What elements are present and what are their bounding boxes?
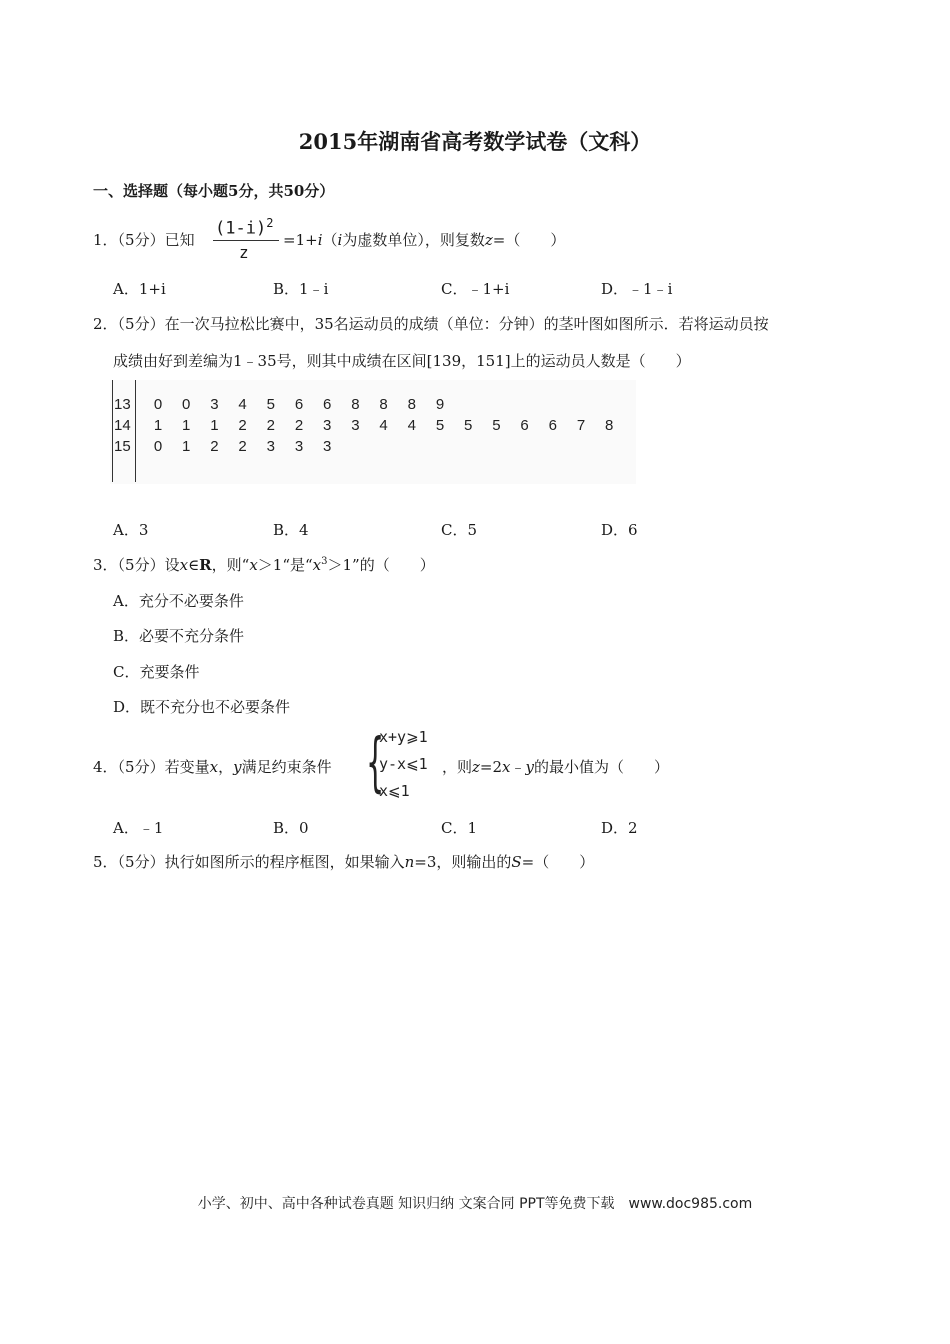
q1-option-c: C．﹣1+i xyxy=(441,280,510,298)
q2-option-c: C．5 xyxy=(441,521,478,539)
left-brace: { xyxy=(366,726,385,800)
leaf-value: 3 xyxy=(266,438,275,455)
leaf-value: 3 xyxy=(294,438,304,455)
question-2-line-2: 成绩由好到差编为1﹣35号，则其中成绩在区间[139，151]上的运动员人数是（ ） xyxy=(113,352,691,370)
leaf-value: 4 xyxy=(379,417,388,434)
question-4: 4．（5分）若变量x，y满足约束条件 xyxy=(93,758,332,776)
q1-prefix: 1．（5分）已知 xyxy=(93,231,195,249)
q4-option-b: B．0 xyxy=(273,819,309,837)
leaf-value: 7 xyxy=(576,417,586,434)
constraint-system xyxy=(366,726,440,806)
constraint-3: x⩽1 xyxy=(379,782,410,800)
q3-option-c: C．充要条件 xyxy=(113,663,200,681)
leaf-value: 4 xyxy=(407,417,416,434)
leaf-value: 9 xyxy=(435,396,445,413)
constraint-1: x+y⩾1 xyxy=(379,728,428,746)
question-1 xyxy=(93,229,195,250)
leaf-value: 2 xyxy=(238,438,247,455)
leaf-value: 0 xyxy=(153,438,163,455)
leaf-value: 4 xyxy=(238,396,247,413)
leaf-value: 3 xyxy=(351,417,360,434)
stem-value: 15 xyxy=(114,438,131,455)
question-4-rest: ，则z=2x﹣y的最小值为（ ） xyxy=(442,758,670,776)
q4-option-c: C．1 xyxy=(441,819,478,837)
constraint-2: y-x⩽1 xyxy=(379,755,428,773)
leaf-value: 8 xyxy=(605,417,614,434)
q1-fraction-bar xyxy=(213,240,279,241)
leaf-value: 1 xyxy=(182,417,191,434)
leaf-value: 5 xyxy=(435,417,445,434)
q1-fraction-denominator: z xyxy=(239,243,249,262)
q3-option-b: B．必要不充分条件 xyxy=(113,627,245,645)
leaf-value: 8 xyxy=(351,396,360,413)
leaf-value: 6 xyxy=(548,417,557,434)
stem-leaf-divider xyxy=(135,380,136,482)
leaf-value: 1 xyxy=(153,417,163,434)
leaf-value: 2 xyxy=(238,417,247,434)
leaf-value: 6 xyxy=(294,396,304,413)
leaf-value: 3 xyxy=(323,417,332,434)
q1-fraction-exponent: 2 xyxy=(266,216,274,230)
leaf-value: 1 xyxy=(210,417,219,434)
leaf-value: 5 xyxy=(464,417,473,434)
leaf-value: 5 xyxy=(492,417,501,434)
leaf-value: 3 xyxy=(323,438,332,455)
question-5: 5．（5分）执行如图所示的程序框图，如果输入n=3，则输出的S=（ ） xyxy=(93,853,595,871)
question-2-line-1: 2．（5分）在一次马拉松比赛中，35名运动员的成绩（单位：分钟）的茎叶图如图所示．若将运动员按 xyxy=(93,315,769,333)
leaf-value: 2 xyxy=(294,417,304,434)
leaf-value: 2 xyxy=(210,438,219,455)
page-title: 2015年湖南省高考数学试卷（文科） xyxy=(298,129,652,154)
page-footer: 小学、初中、高中各种试卷真题 知识归纳 文案合同 PPT等免费下载 www.doc985.com xyxy=(197,1196,753,1212)
leaf-value: 3 xyxy=(210,396,219,413)
q2-option-a: A．3 xyxy=(113,521,149,539)
q3-option-d: D．既不充分也不必要条件 xyxy=(113,698,291,716)
leaf-value: 6 xyxy=(323,396,332,413)
stem-value: 14 xyxy=(114,417,131,434)
q1-option-d: D．﹣1﹣i xyxy=(601,280,673,298)
q3-option-a: A．充分不必要条件 xyxy=(113,592,244,610)
q4-option-d: D．2 xyxy=(601,819,638,837)
leaf-value: 5 xyxy=(266,396,275,413)
q1-fraction-numerator: $(1-i)^2$ xyxy=(215,216,274,239)
stem-leaf-left-line xyxy=(112,380,113,482)
leaf-value: 2 xyxy=(266,417,275,434)
q2-option-d: D．6 xyxy=(601,521,638,539)
stem-leaf-plot xyxy=(110,380,636,484)
section-heading: 一、选择题（每小题5分，共50分） xyxy=(93,182,335,200)
q1-option-a: A．1+i xyxy=(113,280,166,298)
leaf-value: 0 xyxy=(153,396,163,413)
leaf-value: 8 xyxy=(407,396,416,413)
stem-value: 13 xyxy=(114,396,131,413)
leaf-value: 6 xyxy=(520,417,529,434)
q1-fraction xyxy=(211,216,281,266)
q1-option-b: B．1﹣i xyxy=(273,280,329,298)
question-3: 3．（5分）设x∈R，则“x＞1“是“$x^3>1$”的（ ） xyxy=(93,556,435,574)
q4-option-a: A．﹣1 xyxy=(113,819,164,837)
q2-option-b: B．4 xyxy=(273,521,309,539)
leaf-value: 1 xyxy=(182,438,191,455)
q1-rest: =1+i（i为虚数单位），则复数z=（ ） xyxy=(283,231,566,249)
leaf-value: 0 xyxy=(182,396,191,413)
leaf-value: 8 xyxy=(379,396,388,413)
